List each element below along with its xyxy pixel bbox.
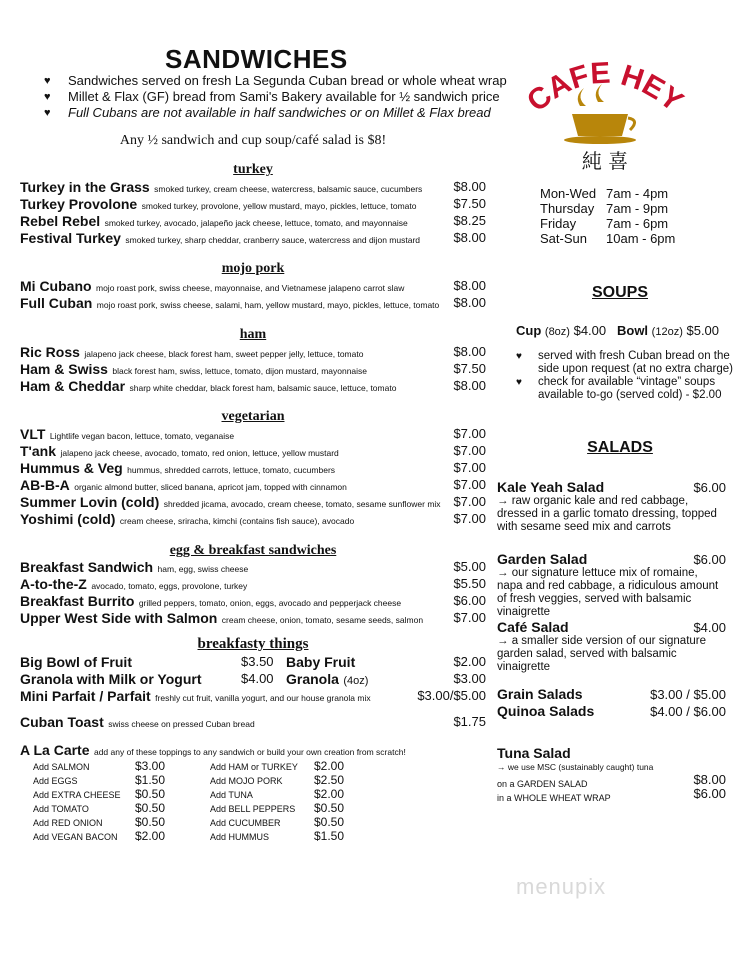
item-name: Turkey in the Grass	[20, 179, 150, 195]
item-price: $8.00	[453, 230, 486, 245]
item-name: Mi Cubano	[20, 278, 92, 294]
menu-item	[20, 654, 486, 671]
addon-item: Add EGGS $1.50	[33, 773, 166, 787]
salad-item: Grain Salads $3.00 / $5.00	[497, 686, 726, 702]
item-price: $7.00	[453, 610, 486, 625]
item-size: (4oz)	[343, 675, 369, 687]
item-desc: organic almond butter, sliced banana, apricot jam, topped with cinnamon	[74, 482, 347, 492]
item-name: Ric Ross	[20, 344, 80, 360]
section-title-egg: egg & breakfast sandwiches	[169, 543, 337, 558]
watermark: menupix	[516, 874, 607, 899]
item-desc: cream cheese, onion, tomato, sesame seeds, salmon	[221, 615, 424, 625]
hours-row: Sat-Sun 10am - 6pm	[540, 231, 676, 246]
item-desc: jalapeno jack cheese, black forest ham, sweet pepper jelly, lettuce, tomato	[84, 349, 364, 359]
addon-item: Add MOJO PORK $2.50	[210, 773, 345, 787]
item-name: Yoshimi (cold)	[20, 511, 116, 527]
item-price: $8.00	[453, 378, 486, 393]
soup-sizes: Cup (8oz) $4.00 Bowl (12oz) $5.00	[516, 323, 720, 338]
item-price: $8.00	[453, 179, 486, 194]
menu-item	[20, 196, 486, 213]
salad-item: Garden Salad $6.00 → our signature lettuce mix of romaine, napa and red cabbage, a ridiculous amount of fresh veggies, served with balsamic vinaigrette	[497, 551, 726, 618]
ala-carte-header	[20, 742, 406, 760]
item-price: $7.00	[453, 460, 486, 475]
menu-item	[20, 295, 486, 312]
item-price: $7.00	[453, 426, 486, 441]
item-price: $7.50	[453, 196, 486, 211]
item-name: Granola with Milk or Yogurt	[20, 671, 202, 687]
item-name: Baby Fruit	[286, 654, 356, 670]
item-price: $7.50	[453, 361, 486, 376]
logo-graphic	[520, 58, 690, 176]
item-name: Turkey Provolone	[20, 196, 138, 212]
note-item: ♥ check for available “vintage” soups available to-go (served cold) - $2.00	[516, 376, 722, 401]
tuna-salad: Tuna Salad → we use MSC (sustainably caught) tuna on a GARDEN SALAD $8.00 in a WHOLE WHEAT WRAP $6.00	[497, 745, 726, 803]
addon-item: Add VEGAN BACON $2.00	[33, 829, 166, 843]
addon-item: Add BELL PEPPERS $0.50	[210, 801, 345, 815]
item-desc: mojo roast pork, swiss cheese, salami, ham, yellow mustard, mayo, pickles, lettuce, tomato	[96, 300, 440, 310]
item-desc: smoked turkey, avocado, jalapeño jack cheese, lettuce, tomato, and mayonnaise	[104, 218, 408, 228]
soups-title: SOUPS	[591, 284, 648, 301]
addon-item: Add HUMMUS $1.50	[210, 829, 345, 843]
item-name: Granola	[286, 671, 339, 687]
addon-item: Add RED ONION $0.50	[33, 815, 166, 829]
item-desc: mojo roast pork, swiss cheese, mayonnaise, and Vietnamese jalapeno carrot slaw	[96, 283, 405, 293]
menu-item	[20, 494, 486, 511]
item-name: Big Bowl of Fruit	[20, 654, 132, 670]
section-title-mojo: mojo pork	[221, 261, 285, 276]
item-price: $7.00	[453, 494, 486, 509]
item-desc: jalapeno jack cheese, avocado, tomato, red onion, lettuce, yellow mustard	[60, 448, 339, 458]
menu-item	[20, 460, 486, 477]
menu-item	[20, 714, 486, 731]
section-title-breakfasty: breakfasty things	[197, 636, 309, 652]
item-name: VLT	[20, 426, 46, 442]
item-name: Full Cuban	[20, 295, 93, 311]
heart-icon: ♥	[44, 75, 51, 87]
item-desc: swiss cheese on pressed Cuban bread	[108, 719, 255, 729]
ala-carte-subtitle: add any of these toppings to any sandwich or build your own creation from scratch!	[93, 747, 406, 757]
menu-item	[20, 230, 486, 247]
item-desc: Lightlife vegan bacon, lettuce, tomato, veganaise	[49, 431, 235, 441]
item-price: $2.00	[453, 654, 486, 669]
item-desc: smoked turkey, cream cheese, watercress, balsamic sauce, cucumbers	[154, 184, 423, 194]
item-desc: freshly cut fruit, vanilla yogurt, and our house granola mix	[155, 693, 371, 703]
item-desc: smoked turkey, sharp cheddar, cranberry sauce, watercress and dijon mustard	[125, 235, 421, 245]
menu-item	[20, 361, 486, 378]
item-name: AB-B-A	[20, 477, 70, 493]
note-item: ♥ Millet & Flax (GF) bread from Sami's Bakery available for ½ sandwich price	[44, 89, 500, 104]
item-name: Breakfast Sandwich	[20, 559, 154, 575]
menu-item	[20, 426, 486, 443]
menu-item	[20, 477, 486, 494]
item-desc: smoked turkey, provolone, yellow mustard, mayo, pickles, lettuce, tomato	[141, 201, 417, 211]
promo-text: Any ½ sandwich and cup soup/café salad is $8!	[119, 133, 387, 148]
item-desc: avocado, tomato, eggs, provolone, turkey	[91, 581, 248, 591]
cafe-hey-logo	[520, 58, 690, 176]
hours-row: Friday 7am - 6pm	[540, 216, 669, 231]
item-name: Ham & Cheddar	[20, 378, 126, 394]
note-item: ♥ Sandwiches served on fresh La Segunda Cuban bread or whole wheat wrap	[44, 73, 507, 88]
item-price: $7.00	[453, 443, 486, 458]
item-name: Rebel Rebel	[20, 213, 101, 229]
heart-icon: ♥	[516, 377, 522, 388]
menu-item	[20, 443, 486, 460]
menu-item	[20, 688, 486, 705]
menu-item	[20, 671, 486, 688]
hours-row: Mon-Wed 7am - 4pm	[540, 186, 669, 201]
logo-chinese: 純 喜	[581, 149, 629, 173]
hours-row: Thursday 7am - 9pm	[540, 201, 669, 216]
addon-item: Add CUCUMBER $0.50	[210, 815, 345, 829]
menu-item	[20, 278, 486, 295]
sandwich-notes	[44, 73, 507, 121]
item-price: $8.00	[453, 295, 486, 310]
section-title-ham: ham	[239, 327, 267, 342]
item-price: $3.50	[241, 654, 274, 669]
addon-item: Add SALMON $3.00	[33, 759, 166, 773]
item-price: $8.00	[453, 278, 486, 293]
salad-item: Kale Yeah Salad $6.00 → raw organic kale and red cabbage, dressed in a garlic tomato dressing, topped with sesame seed mix and carrots	[497, 479, 726, 533]
item-desc: grilled peppers, tomato, onion, eggs, avocado and pepperjack cheese	[138, 598, 402, 608]
item-price: $5.50	[453, 576, 486, 591]
salad-item: Café Salad $4.00 → a smaller side version of our signature garden salad, served with balsamic vinaigrette	[497, 619, 726, 673]
menu-item	[20, 179, 486, 196]
item-name: Upper West Side with Salmon	[20, 610, 218, 626]
item-desc: hummus, shredded carrots, lettuce, tomato, cucumbers	[127, 465, 336, 475]
item-desc: shredded jicama, avocado, cream cheese, tomato, sesame sunflower mix	[163, 499, 441, 509]
menu-item	[20, 213, 486, 230]
item-price: $7.00	[453, 477, 486, 492]
item-desc: black forest ham, swiss, lettuce, tomato, dijon mustard, mayonnaise	[112, 366, 368, 376]
addon-item: Add TOMATO $0.50	[33, 801, 166, 815]
note-item: ♥ served with fresh Cuban bread on the side upon request (at no extra charge)	[516, 350, 733, 375]
addon-item: Add EXTRA CHEESE $0.50	[33, 787, 166, 801]
menu-item	[20, 593, 486, 610]
item-price: $8.25	[453, 213, 486, 228]
addon-item: Add TUNA $2.00	[210, 787, 345, 801]
item-name: Mini Parfait / Parfait	[20, 688, 151, 704]
salad-item: Quinoa Salads $4.00 / $6.00	[497, 703, 726, 719]
item-name: A-to-the-Z	[20, 576, 87, 592]
note-item: ♥ Full Cubans are not available in half sandwiches or on Millet & Flax bread	[44, 105, 491, 120]
item-name: Breakfast Burrito	[20, 593, 135, 609]
item-desc: sharp white cheddar, black forest ham, balsamic sauce, lettuce, tomato	[129, 383, 397, 393]
item-price: $3.00	[453, 671, 486, 686]
hours-list	[540, 186, 675, 246]
item-name: Cuban Toast	[20, 714, 104, 730]
menu-item	[20, 344, 486, 361]
item-desc: ham, egg, swiss cheese	[157, 564, 249, 574]
item-price: $5.00	[453, 559, 486, 574]
item-name: Summer Lovin (cold)	[20, 494, 160, 510]
menu-item	[20, 559, 486, 576]
item-price: $1.75	[453, 714, 486, 729]
logo-text: CAFE HEY	[521, 58, 690, 119]
section-title-turkey: turkey	[233, 162, 273, 177]
heart-icon: ♥	[516, 351, 522, 362]
item-name: Festival Turkey	[20, 230, 121, 246]
section-title-vegetarian: vegetarian	[221, 409, 285, 424]
menu-item	[20, 610, 486, 627]
menu-item	[20, 576, 486, 593]
item-price: $6.00	[453, 593, 486, 608]
item-price: $3.00/$5.00	[417, 688, 486, 703]
item-name: T'ank	[20, 443, 57, 459]
ala-carte-title: A La Carte	[20, 742, 90, 758]
salads-title: SALADS	[587, 439, 653, 456]
menu-item	[20, 378, 486, 395]
heart-icon: ♥	[44, 107, 51, 119]
item-price: $4.00	[241, 671, 274, 686]
item-desc: cream cheese, sriracha, kimchi (contains fish sauce), avocado	[119, 516, 355, 526]
item-price: $8.00	[453, 344, 486, 359]
addon-item: Add HAM or TURKEY $2.00	[210, 759, 345, 773]
item-price: $7.00	[453, 511, 486, 526]
menu-item	[20, 511, 486, 528]
page-title: SANDWICHES	[165, 44, 348, 74]
item-name: Ham & Swiss	[20, 361, 108, 377]
heart-icon: ♥	[44, 91, 51, 103]
item-name: Hummus & Veg	[20, 460, 123, 476]
soup-notes	[516, 350, 741, 402]
